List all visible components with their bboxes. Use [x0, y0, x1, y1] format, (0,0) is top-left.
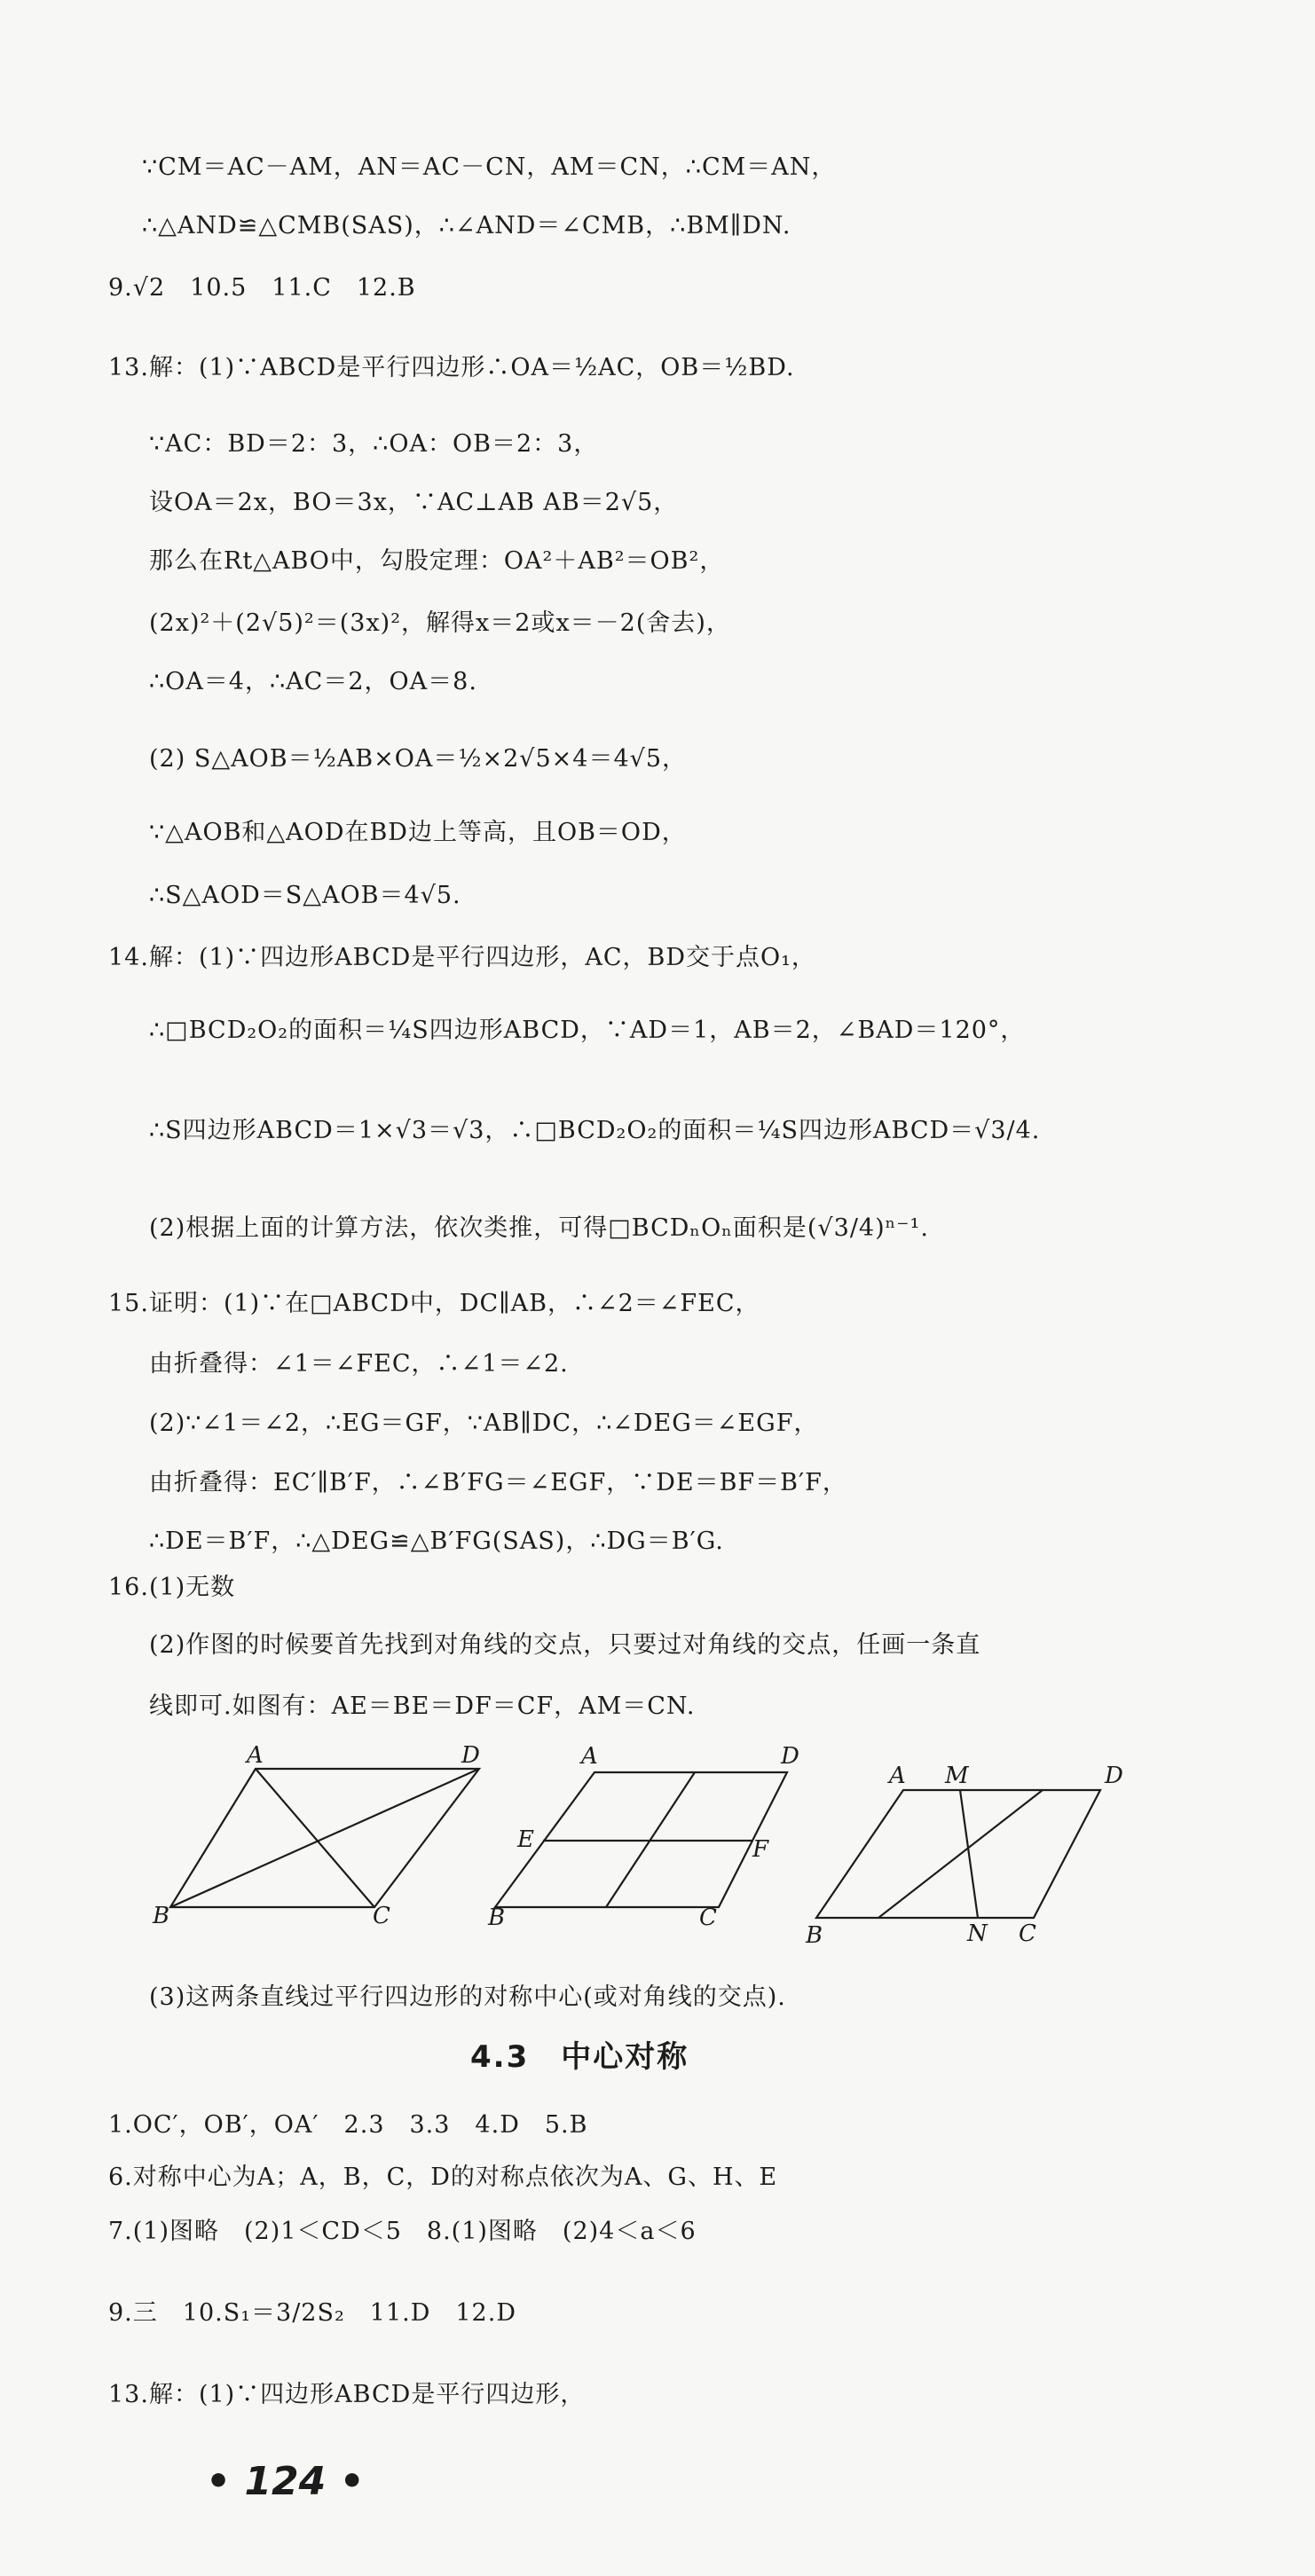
vertex-label: M — [945, 1763, 969, 1789]
vertex-label: D — [781, 1743, 799, 1770]
figure-mn-line — [790, 1739, 1145, 1952]
vertex-label: A — [247, 1742, 264, 1769]
text-line: (2) S△AOB＝½AB×OA＝½×2√5×4＝4√5， — [149, 745, 688, 773]
text-line: 那么在Rt△ABO中，勾股定理：OA²＋AB²＝OB²， — [149, 547, 725, 575]
text-line: 14.解：(1)∵四边形ABCD是平行四边形，AC，BD交于点O₁， — [108, 944, 816, 971]
vertex-label: F — [752, 1836, 769, 1863]
vertex-label: C — [699, 1905, 717, 1931]
text-line: 15.证明：(1)∵在□ABCD中，DC∥AB，∴∠2＝∠FEC， — [108, 1290, 760, 1317]
vertex-label: B — [488, 1905, 506, 1931]
vertex-label: E — [517, 1826, 534, 1853]
text-line: 由折叠得：∠1＝∠FEC，∴∠1＝∠2. — [149, 1350, 569, 1378]
vertex-label: A — [889, 1763, 906, 1789]
text-line: ∵△AOB和△AOD在BD边上等高，且OB＝OD， — [149, 819, 687, 846]
text-line: (2x)²＋(2√5)²＝(3x)²，解得x＝2或x＝－2(舍去)， — [149, 609, 731, 637]
text-line: 1.OC′，OB′，OA′ 2.3 3.3 4.D 5.B — [108, 2111, 588, 2139]
text-line: 6.对称中心为A；A，B，C，D的对称点依次为A、G、H、E — [108, 2164, 778, 2191]
parallelogram — [816, 1790, 1100, 1918]
text-line: (3)这两条直线过平行四边形的对称中心(或对角线的交点). — [149, 1983, 786, 2011]
vertex-label: B — [806, 1922, 823, 1949]
text-line: 线即可.如图有：AE＝BE＝DF＝CF，AM＝CN. — [149, 1692, 696, 1720]
vertex-label: N — [967, 1920, 988, 1947]
text-line: 设OA＝2x，BO＝3x，∵AC⊥AB AB＝2√5， — [149, 489, 679, 516]
text-line: (2)∵∠1＝∠2，∴EG＝GF，∵AB∥DC，∴∠DEG＝∠EGF， — [149, 1410, 819, 1437]
text-line: ∴△AND≌△CMB(SAS)，∴∠AND＝∠CMB，∴BM∥DN. — [142, 212, 791, 240]
text-line: ∴□BCD₂O₂的面积＝¼S四边形ABCD，∵AD＝1，AB＝2，∠BAD＝120°， — [149, 1017, 1026, 1044]
text-line: ∵CM＝AC－AM，AN＝AC－CN，AM＝CN，∴CM＝AN， — [142, 153, 837, 181]
diagonal-line — [170, 1769, 479, 1907]
text-line: 9.三 10.S₁＝3/2S₂ 11.D 12.D — [108, 2299, 516, 2327]
text-line: 由折叠得：EC′∥B′F，∴∠B′FG＝∠EGF，∵DE＝BF＝B′F， — [149, 1469, 847, 1496]
figure-midlines — [475, 1739, 830, 1943]
vertex-label: C — [373, 1903, 390, 1929]
text-line: 13.解：(1)∵四边形ABCD是平行四边形， — [108, 2381, 586, 2408]
vertex-label: C — [1019, 1920, 1036, 1947]
vertex-label: A — [581, 1743, 598, 1770]
text-line: 7.(1)图略 (2)1＜CD＜5 8.(1)图略 (2)4＜a＜6 — [108, 2218, 697, 2245]
text-line: ∴S四边形ABCD＝1×√3＝√3，∴□BCD₂O₂的面积＝¼S四边形ABCD＝√3/4. — [149, 1117, 1041, 1144]
text-line: (2)作图的时候要首先找到对角线的交点，只要过对角线的交点，任画一条直 — [149, 1631, 981, 1659]
text-line: ∵AC：BD＝2：3，∴OA：OB＝2：3， — [149, 430, 599, 458]
line-mn — [960, 1790, 978, 1918]
figure-diagonal — [133, 1739, 515, 1943]
text-line: 16.(1)无数 — [108, 1574, 236, 1601]
vertex-label: D — [461, 1742, 480, 1769]
text-line: ∴DE＝B′F，∴△DEG≌△B′FG(SAS)，∴DG＝B′G. — [149, 1528, 724, 1555]
text-line: 9.√2 10.5 11.C 12.B — [108, 274, 416, 302]
vertex-label: B — [153, 1903, 170, 1929]
text-line: ∴OA＝4，∴AC＝2，OA＝8. — [149, 668, 477, 695]
text-line: ∴S△AOD＝S△AOB＝4√5. — [149, 882, 461, 909]
diagonal-line — [878, 1790, 1043, 1918]
section-heading: 4.3 中心对称 — [470, 2039, 689, 2075]
text-line: (2)根据上面的计算方法，依次类推，可得□BCDₙOₙ面积是(√3/4)ⁿ⁻¹. — [149, 1214, 929, 1242]
text-line: 13.解：(1)∵ABCD是平行四边形∴OA＝½AC，OB＝½BD. — [108, 354, 795, 381]
page-number: • 124 • — [206, 2459, 365, 2504]
vertex-label: D — [1105, 1763, 1123, 1789]
diagonal-line — [256, 1769, 374, 1907]
